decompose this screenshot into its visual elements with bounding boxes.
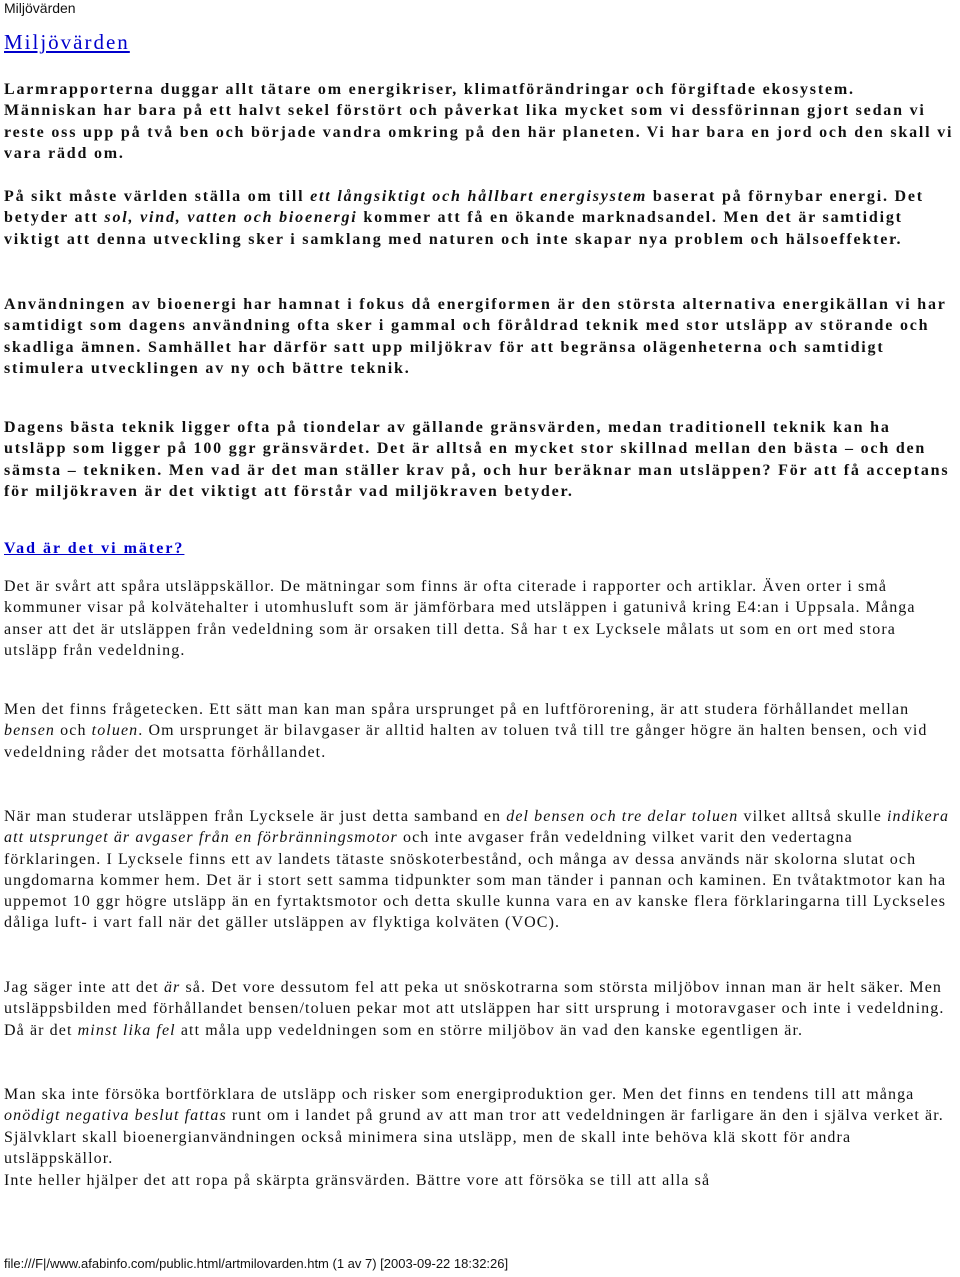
subheading-link[interactable]: Vad är det vi mäter? [4, 540, 185, 557]
paragraph-2-text-c: kommer att få en ökande marknadsandel. Men det är samtidigt viktigt att denna utveckling sker i samklang med naturen och inte skapar nya problem och hälsoeffekter. [4, 209, 903, 248]
paragraph-8-text-b: vilket alltså skulle [743, 808, 882, 825]
paragraph-8 [4, 806, 954, 977]
paragraph-8-italic-b: indikera att utsprunget är avgaser från en förbränningsmotor [4, 808, 950, 847]
subheading [4, 538, 954, 576]
paragraph-9-text-b: så. Det vore dessutom fel att peka ut snöskotrarna som största miljöbov innan man är helt säker. Men utsläppsbilden med förhållandet bensen/toluen pekar mot att utsläppen har sitt ursprung i motoravgaser och inte i vedeldning. Då är det [4, 979, 945, 1039]
paragraph-9 [4, 977, 954, 1084]
paragraph-9-italic-a: är [163, 979, 181, 996]
paragraph-2-italic-a: ett långsiktigt och hållbart energisystem [310, 188, 648, 205]
paragraph-3: Användningen av bioenergi har hamnat i fokus då energiformen är den största alternativa energikällan vi har samtidigt som dagens användning ofta sker i gammal och föråldrad teknik med stor utsläpp av störande och skadliga ämnen. Samhället har därför satt upp miljökrav för att begränsa olägenheterna och samtidigt stimulera utvecklingen av ny och bättre teknik. [4, 296, 947, 377]
paragraph-7-text-c: . Om ursprunget är bilavgaser är alltid halten av toluen två till tre gånger högre än halten bensen, och vid vedeldning råder det motsatta förhållandet. [4, 722, 928, 761]
paragraph-7-italic-b: toluen [91, 722, 139, 740]
paragraph-10 [4, 1084, 954, 1170]
paragraph-9-text-c: att måla upp vedeldningen som en större miljöbov än vad den kanske egentligen är. [180, 1021, 804, 1039]
article-body [4, 79, 954, 1191]
paragraph-8-italic-a: del bensen och tre delar toluen [506, 808, 739, 825]
paragraph-2-text-b: baserat på förnybar energi. Det betyder att [4, 188, 924, 227]
paragraph-10-text-b: runt om i landet på grund av att man tror att vedeldningen är farligare än den i själva verket är. Självklart skall bioenergianvändningen också minimera sina utsläpp, men de skall inte behöva klä skott för andra utsläppskällor. [4, 1107, 944, 1167]
paragraph-4: Dagens bästa teknik ligger ofta på tiondelar av gällande gränsvärden, medan traditionell teknik kan ha utsläpp som ligger på 100 ggr gränsvärdet. Det är alltså en mycket stor skillnad mellan den bästa – och den sämsta – tekniken. Men vad är det man ställer krav på, och hur beräknar man utsläppen? För att få acceptans för miljökraven är det viktigt att förstår vad miljökraven betyder. [4, 419, 950, 500]
paragraph-10-text-a: Man ska inte försöka bortförklara de utsläpp och risker som energiproduktion ger. Men det finns en tendens till att många [4, 1086, 915, 1103]
paragraph-11: Inte heller hjälper det att ropa på skärpta gränsvärden. Bättre vore att försöka se till att alla så [4, 1172, 711, 1189]
page-header-title: Miljövärden [4, 0, 76, 16]
paragraph-6: Det är svårt att spåra utsläppskällor. De mätningar som finns är ofta citerade i rapporter och artiklar. Även orter i små kommuner visar på kolvätehalter i utomhusluft som är jämförbara med utsläppen i gatunivå kring E4:an i Uppsala. Många anser att det är utsläppen från vedeldning som är orsaken till detta. Så har t ex Lycksele målats ut som en ort med stora utsläpp från vedeldning. [4, 578, 916, 659]
page-footer-url: file:///F|/www.afabinfo.com/public.html/artmilovarden.htm (1 av 7) [2003-09-22 18:32:26] [4, 1256, 509, 1271]
paragraph-7-italic-a: bensen [4, 722, 56, 740]
paragraph-10-italic-a: onödigt negativa beslut fattas [4, 1107, 227, 1125]
paragraph-9-italic-b: minst lika fel [77, 1021, 176, 1039]
paragraph-1-emphasis: Vi har bara en jord och den skall vi vara rädd om. [4, 123, 954, 162]
paragraph-2-italic-b: sol, vind, vatten och bioenergi [104, 209, 358, 227]
paragraph-1 [4, 79, 954, 186]
page-title: Miljövärden [4, 30, 130, 54]
paragraph-2-text-a: På sikt måste världen ställa om till [4, 188, 305, 205]
paragraph-8-text-a: När man studerar utsläppen från Lycksele är just detta samband en [4, 808, 502, 825]
paragraph-2 [4, 186, 954, 294]
paragraph-8-text-c: och inte avgaser från vedeldning vilket varit den vedertagna förklaringen. I Lycksele finns ett av landets tätaste snöskoterbestånd, och många av dessa används när skolorna slutat och ungdomarna kommer hem. Det är i stort sett samma tidpunkter som man tänder i pannan och kaminen. En tvåtaktmotor kan ha uppemot 10 ggr högre utsläpp än en fyrtaktsmotor och detta skulle kunna vara en av kanske flera förklaringarna till Lyckseles dåliga luft- i vart fall när det gäller utsläppen av flyktiga kolväten (VOC). [4, 829, 947, 932]
paragraph-1-text: Larmrapporterna duggar allt tätare om energikriser, klimatförändringar och förgiftade ekosystem. Människan har bara på ett halvt sekel förstört och påverkat lika mycket som vi dessförinnan gjort sedan vi reste oss upp på två ben och började vandra omkring på den här planeten. [4, 81, 926, 141]
paragraph-7-text-b: och [60, 722, 87, 740]
paragraph-7-text-a: Men det finns frågetecken. Ett sätt man kan man spåra ursprunget på en luftförorening, är att studera förhållandet mellan [4, 701, 910, 718]
paragraph-7 [4, 699, 954, 806]
paragraph-9-text-a: Jag säger inte att det [4, 979, 159, 996]
